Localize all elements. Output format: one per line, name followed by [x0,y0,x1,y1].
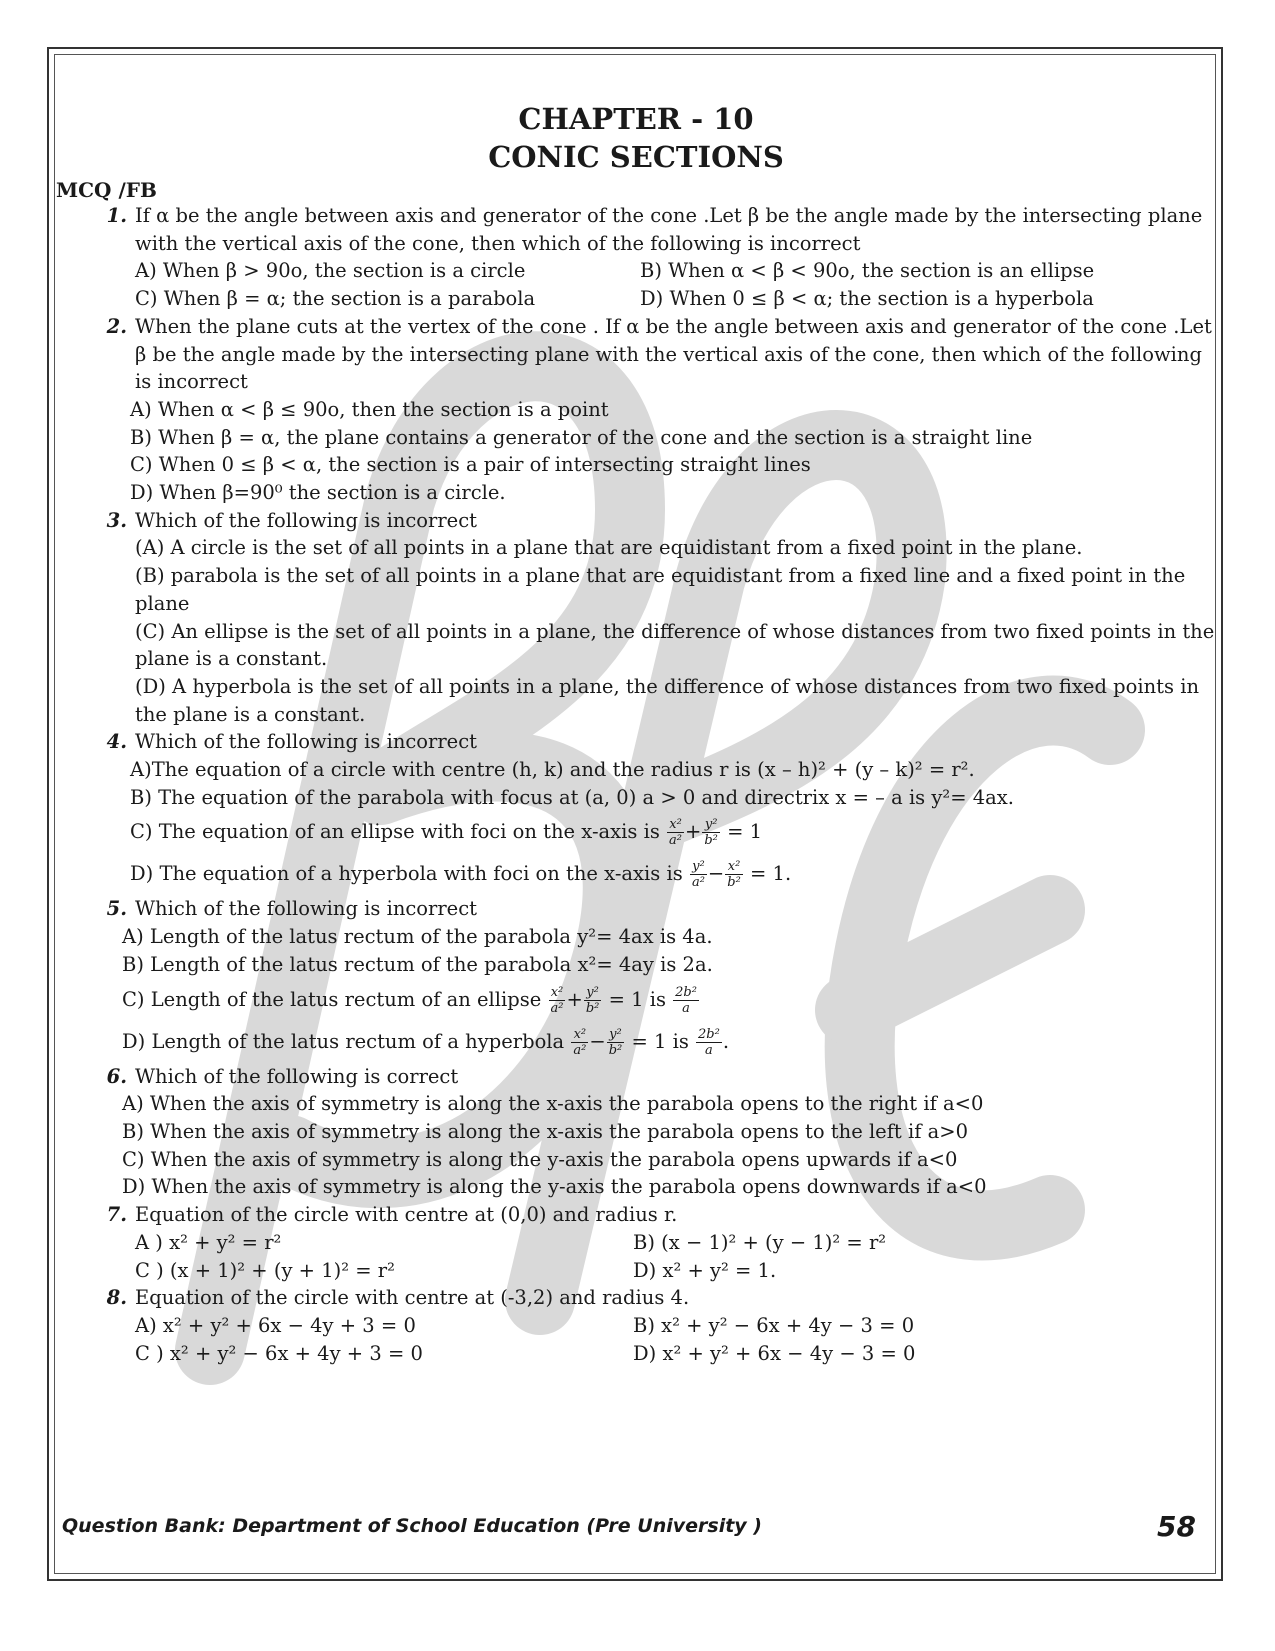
fraction [690,859,707,890]
fraction-denominator: b² [608,1042,623,1058]
fraction-denominator: a² [691,875,705,891]
option-c: C) When β = α; the section is a parabola [135,287,536,311]
option-a: A) When the axis of symmetry is along the x-axis the parabola opens to the right if a<0 [122,1092,984,1116]
question-number: 1. [106,204,127,227]
fraction-numerator: y² [607,1027,625,1043]
option-a: A) Length of the latus rectum of the parabola y²= 4ax is 4a. [122,925,713,949]
fraction-numerator: x² [725,859,743,875]
operator: + [566,987,583,1011]
fraction-denominator: a [705,1042,713,1058]
question-number: 7. [106,1203,127,1227]
fraction-denominator: a [682,1000,690,1016]
option-b: B) The equation of the parabola with focus at (a, 0) a > 0 and directrix x = – a is y²= 4ax. [130,785,1014,809]
question-number: 4. [106,730,127,754]
fraction-denominator: a² [550,1000,564,1016]
equation-mid: = 1 is [631,1029,689,1053]
option-d-text: D) Length of the latus rectum of a hyperbola [122,1029,565,1053]
question-text: Which of the following is incorrect [135,897,477,921]
option-b: (B) parabola is the set of all points in a plane that are equidistant from a fixed line and a fixed point in the plane [135,564,1186,615]
option-row [135,257,1216,285]
option-row [135,285,1216,313]
fraction-denominator: a² [573,1042,587,1058]
option-d-text: D) The equation of a hyperbola with foci on the x-axis is [130,862,683,886]
period: . [722,1029,730,1053]
fraction [673,985,699,1016]
question-text: Which of the following is incorrect [135,730,477,754]
question-5 [56,895,1216,1062]
fraction-numerator: 2b² [675,984,697,1000]
option-a: A) When β > 90o, the section is a circle [135,259,526,283]
option-d: D) When 0 ≤ β < α; the section is a hyperbola [640,287,1094,311]
fraction [607,1027,625,1058]
question-text: Which of the following is correct [135,1064,459,1088]
fraction-denominator: b² [727,875,741,891]
operator: + [685,820,702,844]
fraction [571,1027,588,1058]
option-row [135,1229,1216,1257]
option-a: (A) A circle is the set of all points in a plane that are equidistant from a fixed point in the plane. [135,536,1083,560]
question-3 [56,507,1216,729]
question-2 [56,313,1216,507]
option-row [135,1312,1216,1340]
option-c-text: C) Length of the latus rectum of an ellipse [122,987,542,1011]
option-d [122,1021,1216,1063]
operator: − [707,862,725,886]
fraction [696,1027,722,1058]
option-c: C ) x² + y² − 6x + 4y + 3 = 0 [135,1341,423,1365]
option-c: (C) An ellipse is the set of all points in a plane, the difference of whose distances from two fixed points in the plane is a constant. [135,619,1215,671]
chapter-title: CONIC SECTIONS [488,140,784,174]
equation-rhs: = 1 [727,820,763,844]
option-c: C ) (x + 1)² + (y + 1)² = r² [135,1258,395,1282]
question-6 [56,1063,1216,1202]
option-a: A) x² + y² + 6x − 4y + 3 = 0 [135,1313,416,1337]
question-7 [56,1201,1216,1284]
option-b: B) When β = α, the plane contains a generator of the cone and the section is a straight line [130,425,1033,449]
fraction-denominator: b² [585,1000,600,1016]
option-d: D) x² + y² = 1. [633,1258,777,1282]
question-text: When the plane cuts at the vertex of the cone . If α be the angle between axis and generator of the cone .Let β be the angle made by the intersecting plane with the vertical axis of the cone, then which of the following is incorrect [135,314,1212,394]
option-d: D) When β=90⁰ the section is a circle. [130,481,506,505]
option-c: C) When the axis of symmetry is along the y-axis the parabola opens upwards if a<0 [122,1147,958,1171]
fraction-denominator: a² [669,833,683,849]
option-b: B) (x − 1)² + (y − 1)² = r² [633,1230,887,1254]
question-number: 2. [106,314,127,338]
section-label: MCQ /FB [56,178,157,202]
fraction-numerator: x² [571,1027,588,1043]
question-text: If α be the angle between axis and generator of the cone .Let β be the angle made by the intersecting plane with the vertical axis of the cone, then which of the following is incorrect [135,204,1203,255]
option-b: B) When α < β < 90o, the section is an ellipse [640,259,1095,283]
equation-rhs: = 1. [750,862,792,886]
question-sheet [56,100,1216,1580]
option-b: B) Length of the latus rectum of the parabola x²= 4ay is 2a. [122,952,713,976]
option-a: A) When α < β ≤ 90o, then the section is a point [130,397,609,421]
option-a: A)The equation of a circle with centre (h, k) and the radius r is (x – h)² + (y – k)² = r². [130,758,975,782]
fraction-numerator: y² [702,817,720,833]
footer-source: Question Bank: Department of School Education (Pre University ) [62,1515,762,1537]
question-4 [56,728,1216,895]
option-row [135,1257,1216,1285]
fraction [725,859,743,890]
option-d: D) When the axis of symmetry is along the y-axis the parabola opens downwards if a<0 [122,1175,987,1199]
question-1 [56,202,1216,313]
question-8 [56,1284,1216,1367]
question-number: 3. [106,508,127,532]
fraction-numerator: x² [667,817,684,833]
option-d: (D) A hyperbola is the set of all points in a plane, the difference of whose distances from two fixed points in the plane is a constant. [135,674,1200,726]
option-b: B) x² + y² − 6x + 4y − 3 = 0 [633,1313,915,1337]
page-number: 58 [1157,1510,1196,1543]
fraction-numerator: x² [549,985,566,1001]
equation-mid: = 1 is [608,987,666,1011]
fraction-numerator: 2b² [698,1026,720,1042]
question-number: 5. [106,897,127,921]
option-d [130,853,1216,895]
fraction [584,985,602,1016]
question-number: 8. [106,1286,127,1310]
fraction-numerator: y² [584,985,602,1001]
option-b: B) When the axis of symmetry is along the x-axis the parabola opens to the left if a>0 [122,1119,968,1143]
question-text: Equation of the circle with centre at (-3,2) and radius 4. [135,1286,690,1310]
option-a: A ) x² + y² = r² [135,1230,282,1254]
fraction-numerator: y² [690,859,707,875]
option-c [122,979,1216,1021]
option-d: D) x² + y² + 6x − 4y − 3 = 0 [633,1341,916,1365]
question-number: 6. [106,1064,127,1088]
fraction [702,817,720,848]
option-c: C) When 0 ≤ β < α, the section is a pair of intersecting straight lines [130,453,811,477]
question-text: Equation of the circle with centre at (0,0) and radius r. [135,1203,678,1227]
chapter-number: CHAPTER - 10 [518,102,754,136]
fraction [667,817,684,848]
option-c-text: C) The equation of an ellipse with foci on the x-axis is [130,820,660,844]
operator: − [589,1029,606,1053]
fraction [549,985,566,1016]
option-c [130,811,1216,853]
fraction-denominator: b² [704,833,718,849]
option-row [135,1340,1216,1368]
question-text: Which of the following is incorrect [135,508,477,532]
